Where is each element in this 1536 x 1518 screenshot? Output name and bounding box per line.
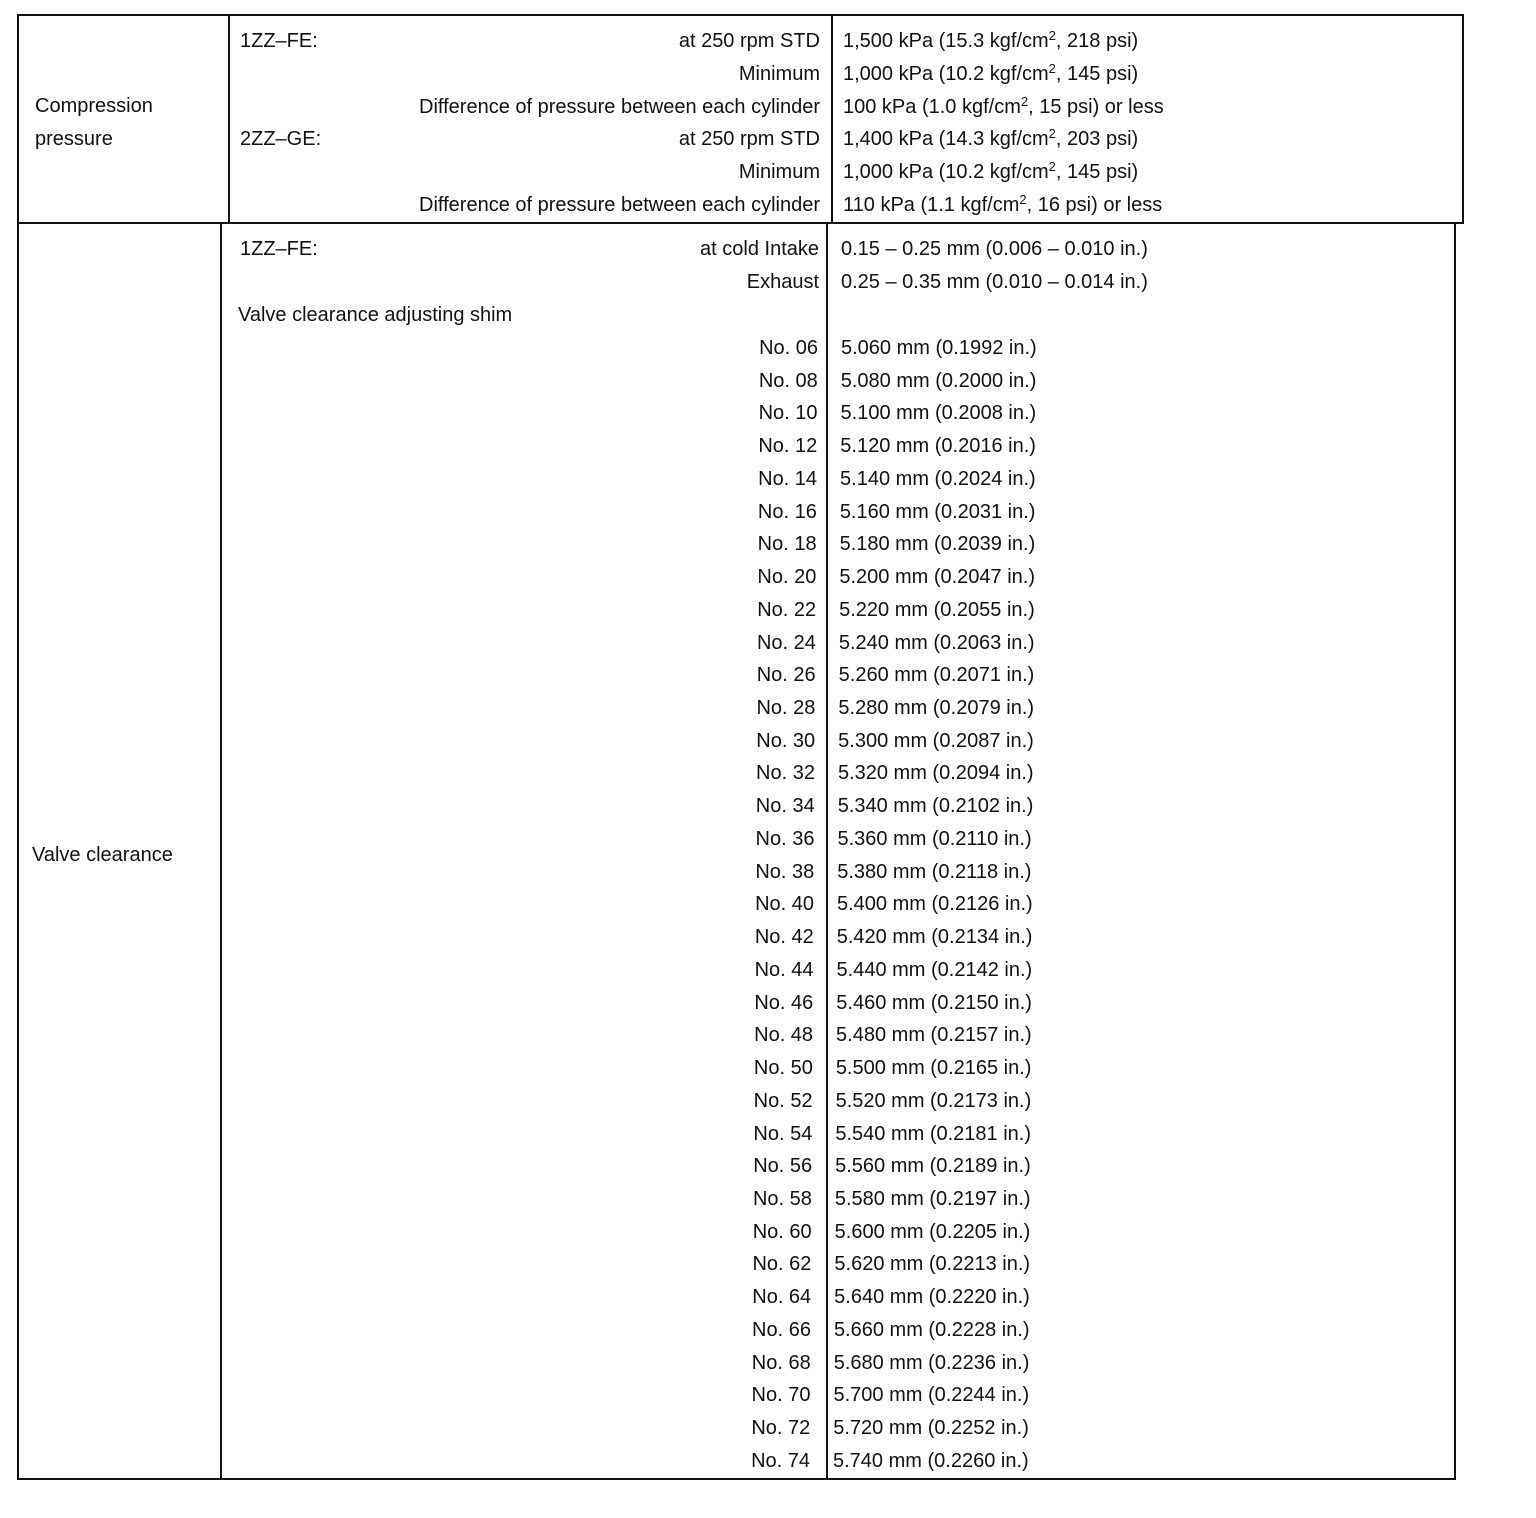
shim-number: No. 36 (755, 827, 815, 850)
table-border-bottom (17, 1478, 1456, 1480)
shim-thickness: 5.660 mm (0.2228 in.) (833, 1318, 1030, 1341)
shim-thickness: 5.740 mm (0.2260 in.) (833, 1449, 1029, 1472)
shim-thickness: 5.260 mm (0.2071 in.) (838, 664, 1035, 687)
compression-value: 100 kPa (1.0 kgf/$cm^2$, 15 psi) or less (843, 93, 1164, 118)
shim-thickness: 5.180 mm (0.2039 in.) (839, 533, 1036, 556)
shim-number: No. 20 (757, 566, 817, 589)
shim-number: No. 26 (756, 664, 816, 687)
shim-thickness: 5.700 mm (0.2244 in.) (833, 1384, 1030, 1407)
compression-value: 1,000 kPa (10.2 kgf/$cm^2$, 145 psi) (843, 60, 1139, 85)
shim-number: No. 24 (756, 631, 816, 654)
shim-number: No. 10 (758, 402, 818, 425)
shim-number: No. 28 (756, 697, 816, 720)
shim-number: No. 52 (753, 1089, 813, 1112)
engine-label-1zz: 1ZZ–FE: (240, 30, 318, 52)
shim-thickness: 5.200 mm (0.2047 in.) (839, 566, 1035, 589)
shim-thickness: 5.240 mm (0.2063 in.) (838, 631, 1035, 654)
shim-number: No. 42 (754, 926, 814, 949)
shim-number: No. 70 (751, 1384, 811, 1407)
table-border-right-top (1462, 14, 1464, 224)
shim-number: No. 06 (759, 337, 818, 359)
compression-condition: at 250 rpm STD (678, 128, 820, 151)
shim-heading: Valve clearance adjusting shim (238, 304, 513, 326)
shim-thickness: 5.600 mm (0.2205 in.) (834, 1220, 1031, 1243)
table-border-top (17, 14, 1464, 16)
shim-thickness: 5.680 mm (0.2236 in.) (833, 1351, 1030, 1374)
shim-thickness: 5.380 mm (0.2118 in.) (837, 860, 1032, 883)
shim-thickness: 5.460 mm (0.2150 in.) (836, 991, 1032, 1014)
shim-number: No. 66 (752, 1318, 811, 1341)
shim-thickness: 5.400 mm (0.2126 in.) (837, 893, 1033, 916)
section-divider (17, 222, 1464, 224)
shim-thickness: 5.440 mm (0.2142 in.) (836, 958, 1033, 981)
shim-number: No. 14 (758, 467, 818, 490)
shim-number: No. 30 (756, 729, 816, 752)
shim-thickness: 5.140 mm (0.2024 in.) (840, 467, 1036, 490)
compression-condition: Minimum (738, 62, 820, 85)
column-divider-2 (831, 14, 833, 224)
valve-engine-label: 1ZZ–FE: (240, 238, 318, 260)
shim-number: No. 74 (751, 1449, 810, 1472)
compression-value: 1,500 kPa (15.3 kgf/$cm^2$, 218 psi) (843, 28, 1139, 52)
shim-number: No. 08 (758, 369, 818, 392)
shim-number: No. 64 (752, 1286, 812, 1309)
shim-thickness: 5.500 mm (0.2165 in.) (835, 1057, 1032, 1080)
shim-thickness: 5.580 mm (0.2197 in.) (834, 1187, 1031, 1210)
shim-thickness: 5.060 mm (0.1992 in.) (841, 337, 1037, 359)
shim-number: No. 72 (751, 1417, 811, 1440)
shim-thickness: 5.480 mm (0.2157 in.) (836, 1024, 1032, 1047)
compression-value: 1,000 kPa (10.2 kgf/$cm^2$, 145 psi) (843, 159, 1139, 184)
shim-thickness: 5.320 mm (0.2094 in.) (837, 762, 1034, 785)
table-border-right-bottom (1454, 222, 1456, 1480)
shim-number: No. 46 (754, 991, 814, 1014)
shim-number: No. 58 (752, 1187, 812, 1210)
valve-value: 0.25 – 0.35 mm (0.010 – 0.014 in.) (841, 271, 1148, 293)
shim-number: No. 12 (758, 435, 818, 458)
shim-number: No. 44 (754, 958, 814, 981)
shim-thickness: 5.340 mm (0.2102 in.) (837, 795, 1034, 818)
shim-thickness: 5.420 mm (0.2134 in.) (836, 926, 1033, 949)
valve-clearance-label: Valve clearance (32, 844, 173, 866)
shim-number: No. 34 (755, 795, 815, 818)
compression-label-line2: pressure (35, 128, 113, 150)
shim-thickness: 5.720 mm (0.2252 in.) (833, 1417, 1029, 1440)
valve-condition: at cold Intake (700, 238, 819, 260)
engine-label-2zz: 2ZZ–GE: (240, 128, 322, 150)
compression-value: 110 kPa (1.1 kgf/$cm^2$, 16 psi) or less (843, 192, 1163, 216)
compression-condition: Minimum (738, 161, 820, 184)
compression-label-line1: Compression (35, 95, 153, 117)
shim-number: No. 40 (755, 893, 814, 916)
shim-thickness: 5.160 mm (0.2031 in.) (839, 500, 1036, 523)
shim-thickness: 5.360 mm (0.2110 in.) (837, 827, 1032, 850)
shim-number: No. 62 (752, 1253, 812, 1276)
shim-thickness: 5.080 mm (0.2000 in.) (840, 369, 1037, 392)
shim-thickness: 5.300 mm (0.2087 in.) (838, 729, 1034, 752)
shim-thickness: 5.620 mm (0.2213 in.) (834, 1253, 1031, 1276)
table-border-left (17, 14, 19, 1480)
column-divider-1-lower (220, 222, 222, 1480)
compression-condition: at 250 rpm STD (678, 30, 820, 52)
shim-thickness: 5.100 mm (0.2008 in.) (840, 402, 1037, 425)
shim-number: No. 16 (757, 500, 817, 523)
valve-value: 0.15 – 0.25 mm (0.006 – 0.010 in.) (841, 238, 1148, 260)
shim-number: No. 32 (756, 762, 815, 785)
shim-number: No. 18 (757, 533, 817, 556)
shim-number: No. 22 (757, 598, 817, 621)
shim-number: No. 68 (751, 1351, 811, 1374)
shim-number: No. 50 (753, 1057, 813, 1080)
shim-thickness: 5.540 mm (0.2181 in.) (835, 1122, 1031, 1145)
compression-condition: Difference of pressure between each cylinder (419, 194, 820, 216)
shim-number: No. 60 (752, 1220, 812, 1243)
shim-number: No. 56 (753, 1155, 813, 1178)
shim-number: No. 48 (754, 1024, 814, 1047)
shim-thickness: 5.640 mm (0.2220 in.) (834, 1286, 1030, 1309)
shim-thickness: 5.120 mm (0.2016 in.) (840, 435, 1036, 458)
shim-thickness: 5.560 mm (0.2189 in.) (835, 1155, 1031, 1178)
shim-thickness: 5.220 mm (0.2055 in.) (839, 598, 1035, 621)
compression-condition: Difference of pressure between each cylinder (419, 95, 820, 118)
shim-number: No. 38 (755, 860, 815, 883)
column-divider-2-lower (826, 222, 828, 1480)
compression-value: 1,400 kPa (14.3 kgf/$cm^2$, 203 psi) (843, 126, 1139, 151)
valve-condition: Exhaust (746, 271, 819, 293)
column-divider-1 (228, 14, 230, 224)
shim-thickness: 5.520 mm (0.2173 in.) (835, 1089, 1032, 1112)
shim-thickness: 5.280 mm (0.2079 in.) (838, 697, 1035, 720)
shim-number: No. 54 (753, 1122, 813, 1145)
